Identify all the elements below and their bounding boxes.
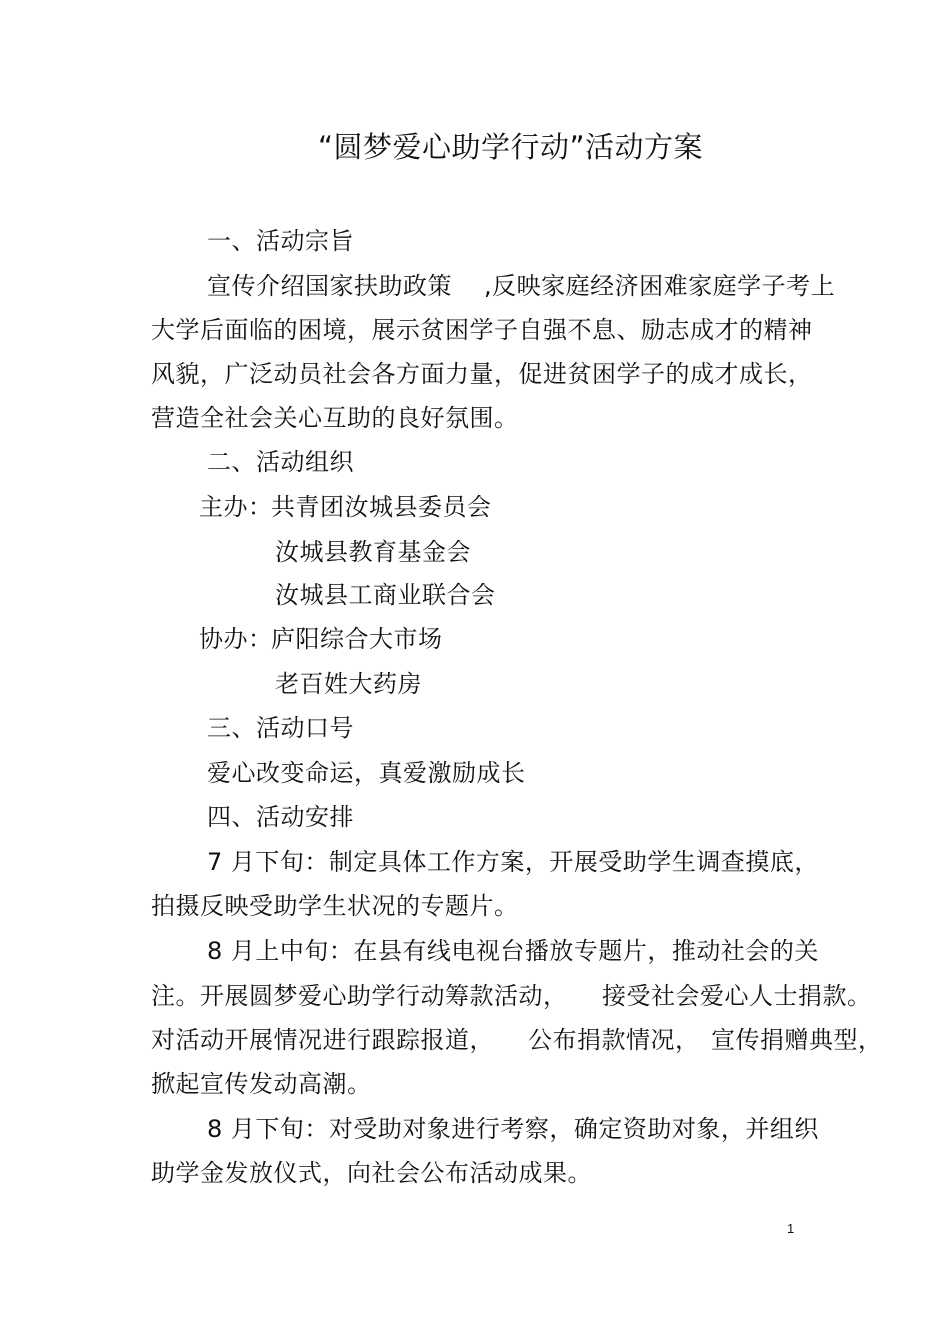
- host-item: 汝城县工商业联合会: [275, 581, 496, 609]
- page-number: 1: [787, 1221, 795, 1236]
- section-heading-purpose: 一、活动宗旨: [207, 227, 354, 255]
- co-host-item: 老百姓大药房: [275, 670, 422, 698]
- paragraph-line: 7 月下旬：制定具体工作方案，开展受助学生调查摸底，: [207, 848, 819, 876]
- paragraph-line: 注。开展圆梦爱心助学行动筹款活动，: [151, 982, 568, 1010]
- paragraph-line: 8 月下旬：对受助对象进行考察，确定资助对象，并组织: [207, 1115, 819, 1143]
- paragraph-line: ,反映家庭经济困难家庭学子考上: [484, 272, 836, 300]
- paragraph-line: 助学金发放仪式，向社会公布活动成果。: [151, 1159, 592, 1187]
- paragraph-line: 宣传介绍国家扶助政策: [207, 272, 452, 300]
- paragraph-line: 拍摄反映受助学生状况的专题片。: [151, 892, 519, 920]
- section-heading-schedule: 四、活动安排: [207, 803, 354, 831]
- host-item: 汝城县教育基金会: [275, 538, 471, 566]
- paragraph-line: 宣传捐赠典型，: [711, 1026, 883, 1054]
- host-item: 共青团汝城县委员会: [271, 493, 492, 521]
- paragraph-line: 8 月上中旬：在县有线电视台播放专题片，推动社会的关: [207, 937, 819, 965]
- co-host-label: 协办：: [199, 625, 273, 653]
- paragraph-line: 大学后面临的困境，展示贫困学子自强不息、励志成才的精神: [151, 316, 813, 344]
- document-title: “圆梦爱心助学行动”活动方案: [318, 130, 704, 164]
- section-heading-slogan: 三、活动口号: [207, 714, 354, 742]
- paragraph-line: 掀起宣传发动高潮。: [151, 1070, 372, 1098]
- co-host-item: 庐阳综合大市场: [271, 625, 443, 653]
- paragraph-line: 公布捐款情况，: [528, 1026, 700, 1054]
- slogan-text: 爱心改变命运，真爱激励成长: [207, 759, 526, 787]
- section-heading-organization: 二、活动组织: [207, 448, 354, 476]
- paragraph-line: 营造全社会关心互助的良好氛围。: [151, 404, 519, 432]
- paragraph-line: 风貌，广泛动员社会各方面力量，促进贫困学子的成才成长，: [151, 360, 813, 388]
- paragraph-line: 对活动开展情况进行跟踪报道，: [151, 1026, 494, 1054]
- host-label: 主办：: [199, 493, 273, 521]
- paragraph-line: 接受社会爱心人士捐款。: [602, 982, 872, 1010]
